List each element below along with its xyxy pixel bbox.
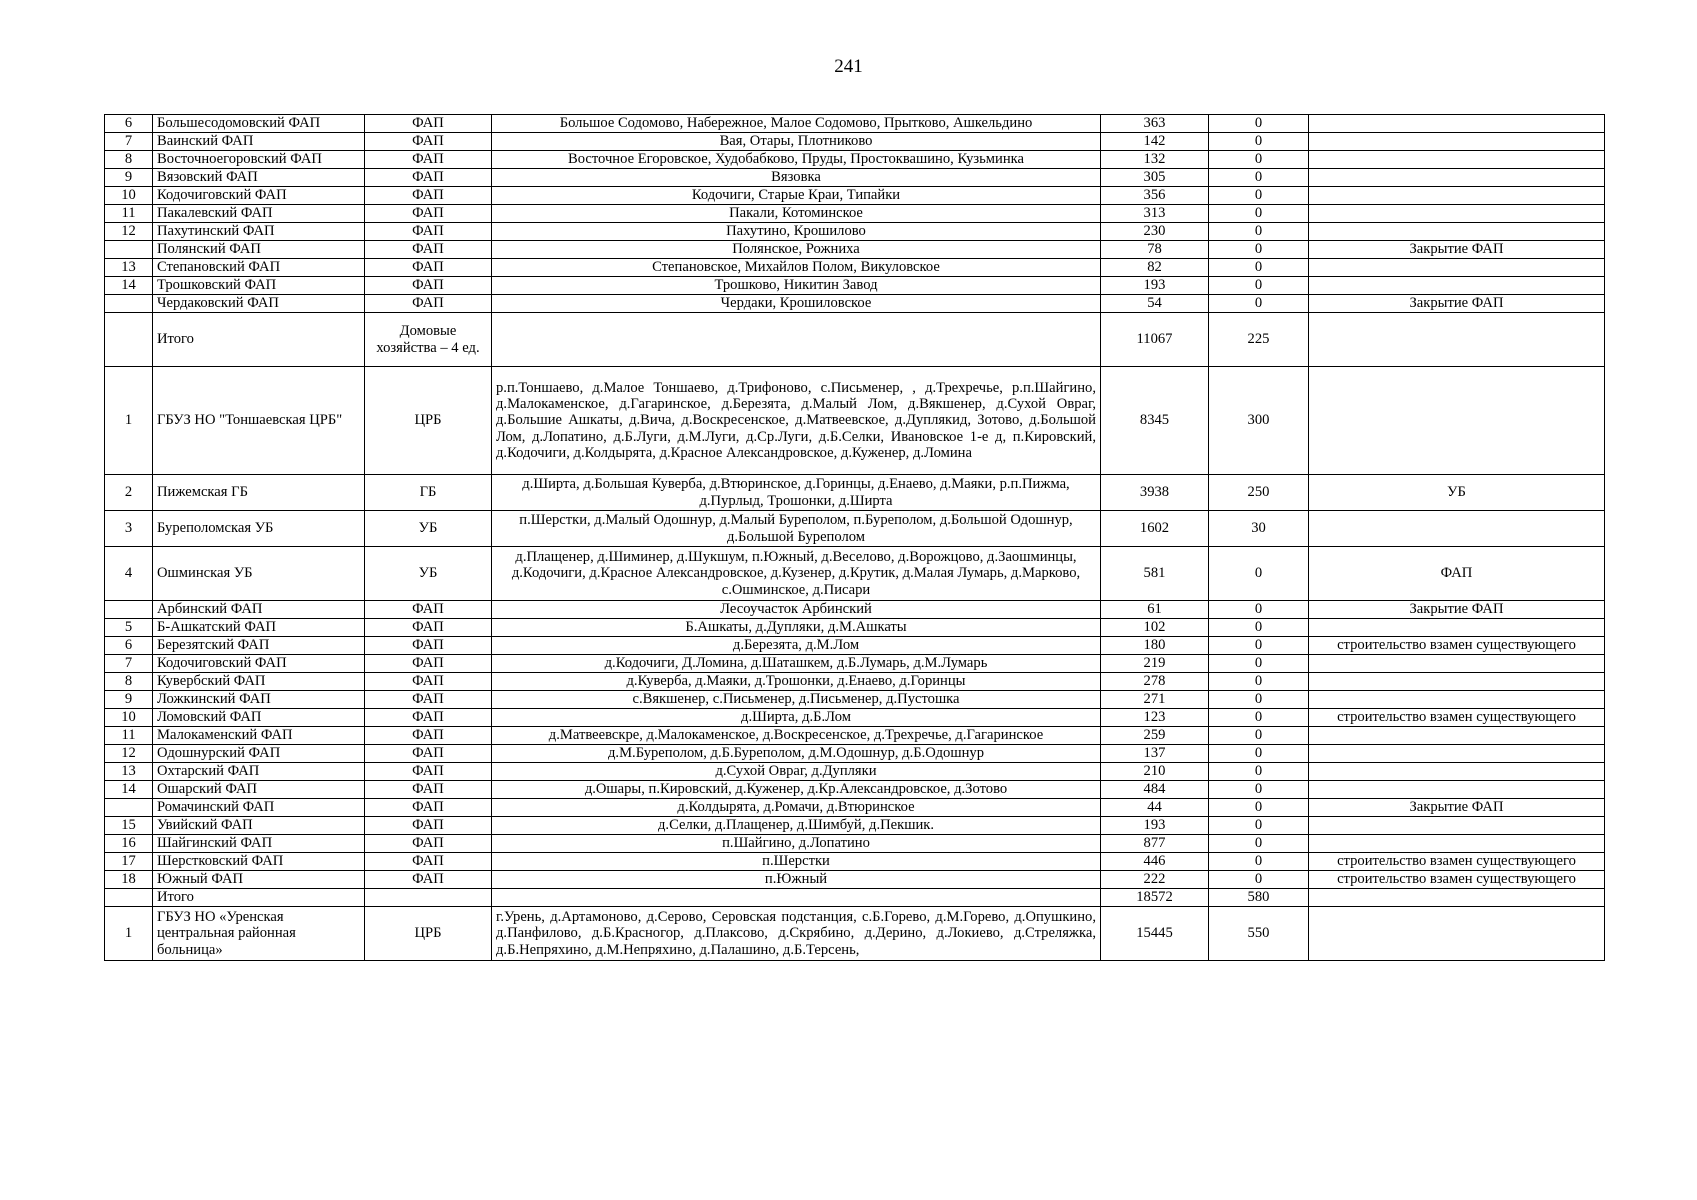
- row-number-cell: 6: [105, 115, 153, 133]
- note-cell: строительство взамен существующего: [1309, 637, 1605, 655]
- population-cell: 137: [1101, 745, 1209, 763]
- facility-type-cell: ФАП: [365, 115, 492, 133]
- table-row: [105, 619, 1605, 637]
- facility-name-cell: Ошарский ФАП: [153, 781, 365, 799]
- row-number-cell: 13: [105, 259, 153, 277]
- served-villages-cell: Чердаки, Крошиловское: [492, 295, 1101, 313]
- table-row: [105, 655, 1605, 673]
- facility-name-cell: Пахутинский ФАП: [153, 223, 365, 241]
- facility-type-cell: ФАП: [365, 691, 492, 709]
- facility-type-cell: Домовые хозяйства – 4 ед.: [365, 313, 492, 367]
- facility-type-cell: ФАП: [365, 853, 492, 871]
- row-number-cell: 4: [105, 547, 153, 601]
- table-row: [105, 187, 1605, 205]
- population-cell: 54: [1101, 295, 1209, 313]
- facility-name-cell: ГБУЗ НО «Уренская центральная районная больница»: [153, 907, 365, 961]
- beds-cell: 0: [1209, 745, 1309, 763]
- row-number-cell: 8: [105, 151, 153, 169]
- population-cell: 61: [1101, 601, 1209, 619]
- note-cell: [1309, 889, 1605, 907]
- population-cell: 356: [1101, 187, 1209, 205]
- facility-type-cell: ФАП: [365, 817, 492, 835]
- row-number-cell: 1: [105, 367, 153, 475]
- table-row: [105, 367, 1605, 475]
- beds-cell: 0: [1209, 619, 1309, 637]
- beds-cell: 0: [1209, 205, 1309, 223]
- facility-name-cell: Полянский ФАП: [153, 241, 365, 259]
- note-cell: [1309, 907, 1605, 961]
- table-row: [105, 151, 1605, 169]
- beds-cell: 0: [1209, 691, 1309, 709]
- table-row: [105, 169, 1605, 187]
- row-number-cell: 5: [105, 619, 153, 637]
- note-cell: [1309, 673, 1605, 691]
- population-cell: 305: [1101, 169, 1209, 187]
- beds-cell: 0: [1209, 835, 1309, 853]
- population-cell: 102: [1101, 619, 1209, 637]
- row-number-cell: [105, 295, 153, 313]
- population-cell: 142: [1101, 133, 1209, 151]
- facility-name-cell: Большесодомовский ФАП: [153, 115, 365, 133]
- row-number-cell: 17: [105, 853, 153, 871]
- beds-cell: 0: [1209, 601, 1309, 619]
- served-villages-cell: д.Колдырята, д.Ромачи, д.Втюринское: [492, 799, 1101, 817]
- facility-name-cell: Ложкинский ФАП: [153, 691, 365, 709]
- facility-type-cell: ФАП: [365, 727, 492, 745]
- facility-name-cell: Ваинский ФАП: [153, 133, 365, 151]
- beds-cell: 0: [1209, 133, 1309, 151]
- facility-type-cell: ФАП: [365, 781, 492, 799]
- population-cell: 78: [1101, 241, 1209, 259]
- note-cell: [1309, 223, 1605, 241]
- beds-cell: 30: [1209, 511, 1309, 547]
- note-cell: [1309, 835, 1605, 853]
- population-cell: 123: [1101, 709, 1209, 727]
- facility-name-cell: Увийский ФАП: [153, 817, 365, 835]
- served-villages-cell: Вязовка: [492, 169, 1101, 187]
- note-cell: Закрытие ФАП: [1309, 601, 1605, 619]
- served-villages-cell: г.Урень, д.Артамоново, д.Серово, Серовская подстанция, с.Б.Горево, д.М.Горево, д.Опушкино, д.Панфилово, д.Б.Красногор, д.Плаксово, д.Скрябино, д.Дерино, д.Локиево, д.Стреляжка, д.Б.Непряхино, д.М.Непряхино, д.Палашино, д.Б.Терсень,: [492, 907, 1101, 961]
- served-villages-cell: Восточное Егоровское, Худобабково, Пруды, Простоквашино, Кузьминка: [492, 151, 1101, 169]
- table-row: [105, 637, 1605, 655]
- facility-type-cell: ФАП: [365, 871, 492, 889]
- facility-type-cell: ФАП: [365, 277, 492, 295]
- table-row: [105, 313, 1605, 367]
- row-number-cell: 14: [105, 277, 153, 295]
- note-cell: строительство взамен существующего: [1309, 709, 1605, 727]
- table-row: [105, 259, 1605, 277]
- facility-name-cell: Одошнурский ФАП: [153, 745, 365, 763]
- facility-name-cell: Кувербский ФАП: [153, 673, 365, 691]
- row-number-cell: 9: [105, 169, 153, 187]
- facility-name-cell: Малокаменский ФАП: [153, 727, 365, 745]
- row-number-cell: 10: [105, 187, 153, 205]
- population-cell: 278: [1101, 673, 1209, 691]
- population-cell: 230: [1101, 223, 1209, 241]
- table-row: [105, 295, 1605, 313]
- row-number-cell: [105, 313, 153, 367]
- facility-type-cell: ФАП: [365, 709, 492, 727]
- beds-cell: 0: [1209, 781, 1309, 799]
- row-number-cell: 18: [105, 871, 153, 889]
- beds-cell: 0: [1209, 241, 1309, 259]
- served-villages-cell: д.Плащенер, д.Шиминер, д.Шукшум, п.Южный, д.Веселово, д.Ворожцово, д.Заошминцы, д.Кодочиги, д.Красное Александровское, д.Кузенер, д.Крутик, д.Малая Лумарь, д.Марково, с.Ошминское, д.Писари: [492, 547, 1101, 601]
- facility-name-cell: Кодочиговский ФАП: [153, 187, 365, 205]
- facility-type-cell: ФАП: [365, 799, 492, 817]
- facility-name-cell: Восточноегоровский ФАП: [153, 151, 365, 169]
- facility-name-cell: Пакалевский ФАП: [153, 205, 365, 223]
- beds-cell: 0: [1209, 169, 1309, 187]
- population-cell: 271: [1101, 691, 1209, 709]
- row-number-cell: 13: [105, 763, 153, 781]
- table-row: [105, 745, 1605, 763]
- served-villages-cell: д.Березята, д.М.Лом: [492, 637, 1101, 655]
- population-cell: 82: [1101, 259, 1209, 277]
- population-cell: 581: [1101, 547, 1209, 601]
- facility-name-cell: Охтарский ФАП: [153, 763, 365, 781]
- facility-name-cell: Чердаковский ФАП: [153, 295, 365, 313]
- table-row: [105, 799, 1605, 817]
- served-villages-cell: д.Сухой Овраг, д.Дупляки: [492, 763, 1101, 781]
- population-cell: 222: [1101, 871, 1209, 889]
- table-row: [105, 889, 1605, 907]
- table-row: [105, 133, 1605, 151]
- row-number-cell: 15: [105, 817, 153, 835]
- facility-type-cell: ФАП: [365, 133, 492, 151]
- beds-cell: 0: [1209, 655, 1309, 673]
- row-number-cell: 10: [105, 709, 153, 727]
- population-cell: 877: [1101, 835, 1209, 853]
- population-cell: 363: [1101, 115, 1209, 133]
- served-villages-cell: п.Шайгино, д.Лопатино: [492, 835, 1101, 853]
- facility-type-cell: ФАП: [365, 673, 492, 691]
- note-cell: Закрытие ФАП: [1309, 799, 1605, 817]
- note-cell: строительство взамен существующего: [1309, 871, 1605, 889]
- page-number: 241: [834, 56, 863, 77]
- facility-name-cell: ГБУЗ НО "Тоншаевская ЦРБ": [153, 367, 365, 475]
- population-cell: 18572: [1101, 889, 1209, 907]
- beds-cell: 0: [1209, 763, 1309, 781]
- beds-cell: 0: [1209, 223, 1309, 241]
- beds-cell: 0: [1209, 637, 1309, 655]
- served-villages-cell: д.Ширта, д.Большая Куверба, д.Втюринское, д.Горинцы, д.Енаево, д.Маяки, р.п.Пижма, д.Пурлыд, Трошонки, д.Ширта: [492, 475, 1101, 511]
- row-number-cell: [105, 889, 153, 907]
- facility-type-cell: ФАП: [365, 637, 492, 655]
- beds-cell: 0: [1209, 151, 1309, 169]
- row-number-cell: [105, 241, 153, 259]
- facility-type-cell: ФАП: [365, 259, 492, 277]
- served-villages-cell: д.М.Буреполом, д.Б.Буреполом, д.М.Одошнур, д.Б.Одошнур: [492, 745, 1101, 763]
- facility-type-cell: ФАП: [365, 763, 492, 781]
- facility-name-cell: Трошковский ФАП: [153, 277, 365, 295]
- facility-type-cell: ЦРБ: [365, 367, 492, 475]
- served-villages-cell: Большое Содомово, Набережное, Малое Содомово, Прытково, Ашкельдино: [492, 115, 1101, 133]
- served-villages-cell: Лесоучасток Арбинский: [492, 601, 1101, 619]
- served-villages-cell: д.Ошары, п.Кировский, д.Куженер, д.Кр.Александровское, д.Зотово: [492, 781, 1101, 799]
- facility-name-cell: Шерстковский ФАП: [153, 853, 365, 871]
- facility-name-cell: Южный ФАП: [153, 871, 365, 889]
- facility-name-cell: Кодочиговский ФАП: [153, 655, 365, 673]
- population-cell: 484: [1101, 781, 1209, 799]
- beds-cell: 0: [1209, 799, 1309, 817]
- table-row: [105, 871, 1605, 889]
- served-villages-cell: [492, 313, 1101, 367]
- population-cell: 210: [1101, 763, 1209, 781]
- served-villages-cell: Пакали, Котоминское: [492, 205, 1101, 223]
- beds-cell: 580: [1209, 889, 1309, 907]
- facility-type-cell: ФАП: [365, 655, 492, 673]
- row-number-cell: [105, 799, 153, 817]
- note-cell: [1309, 817, 1605, 835]
- served-villages-cell: д.Матвеевскре, д.Малокаменское, д.Воскресенское, д.Трехречье, д.Гагаринское: [492, 727, 1101, 745]
- beds-cell: 0: [1209, 871, 1309, 889]
- served-villages-cell: Кодочиги, Старые Краи, Типайки: [492, 187, 1101, 205]
- facility-type-cell: ФАП: [365, 169, 492, 187]
- facilities-table: [104, 114, 1605, 961]
- population-cell: 219: [1101, 655, 1209, 673]
- served-villages-cell: д.Кодочиги, Д.Ломина, д.Шаташкем, д.Б.Лумарь, д.М.Лумарь: [492, 655, 1101, 673]
- table-row: [105, 709, 1605, 727]
- row-number-cell: 11: [105, 205, 153, 223]
- served-villages-cell: Трошково, Никитин Завод: [492, 277, 1101, 295]
- facility-name-cell: Вязовский ФАП: [153, 169, 365, 187]
- note-cell: [1309, 205, 1605, 223]
- facility-name-cell: Ошминская УБ: [153, 547, 365, 601]
- table-row: [105, 727, 1605, 745]
- served-villages-cell: Пахутино, Крошилово: [492, 223, 1101, 241]
- note-cell: [1309, 511, 1605, 547]
- row-number-cell: 16: [105, 835, 153, 853]
- table-row: [105, 673, 1605, 691]
- row-number-cell: 1: [105, 907, 153, 961]
- facility-type-cell: ФАП: [365, 151, 492, 169]
- row-number-cell: 11: [105, 727, 153, 745]
- served-villages-cell: п.Шерстки, д.Малый Одошнур, д.Малый Буреполом, п.Буреполом, д.Большой Одошнур, д.Большой Буреполом: [492, 511, 1101, 547]
- facility-type-cell: ФАП: [365, 205, 492, 223]
- table-row: [105, 907, 1605, 961]
- served-villages-cell: р.п.Тоншаево, д.Малое Тоншаево, д.Трифоново, с.Письменер, , д.Трехречье, р.п.Шайгино, д.Малокаменское, д.Гагаринское, д.Березята, д.Малый Лом, д.Вякшенер, д.Сухой Овраг, д.Большие Ашкаты, д.Вича, д.Воскресенское, д.Матвеевское, д.Дуплякид, Зотово, д.Большой Лом, д.Лопатино, д.Б.Луги, д.М.Луги, д.Ср.Луги, д.Б.Селки, Ивановское 1-е д, п.Кировский, д.Кодочиги, д.Колдырята, д.Красное Александровское, д.Куженер, д.Ломина: [492, 367, 1101, 475]
- population-cell: 3938: [1101, 475, 1209, 511]
- table-row: [105, 511, 1605, 547]
- facility-name-cell: Итого: [153, 313, 365, 367]
- population-cell: 1602: [1101, 511, 1209, 547]
- table-row: [105, 835, 1605, 853]
- facility-type-cell: ФАП: [365, 187, 492, 205]
- beds-cell: 0: [1209, 277, 1309, 295]
- served-villages-cell: д.Куверба, д.Маяки, д.Трошонки, д.Енаево, д.Горинцы: [492, 673, 1101, 691]
- facility-name-cell: Итого: [153, 889, 365, 907]
- population-cell: 132: [1101, 151, 1209, 169]
- facility-type-cell: УБ: [365, 511, 492, 547]
- note-cell: [1309, 619, 1605, 637]
- note-cell: [1309, 133, 1605, 151]
- beds-cell: 0: [1209, 673, 1309, 691]
- beds-cell: 250: [1209, 475, 1309, 511]
- population-cell: 193: [1101, 277, 1209, 295]
- note-cell: [1309, 169, 1605, 187]
- population-cell: 44: [1101, 799, 1209, 817]
- population-cell: 11067: [1101, 313, 1209, 367]
- facility-type-cell: УБ: [365, 547, 492, 601]
- table-row: [105, 763, 1605, 781]
- population-cell: 180: [1101, 637, 1209, 655]
- row-number-cell: 9: [105, 691, 153, 709]
- note-cell: [1309, 367, 1605, 475]
- beds-cell: 0: [1209, 115, 1309, 133]
- served-villages-cell: с.Вякшенер, с.Письменер, д.Письменер, д.Пустошка: [492, 691, 1101, 709]
- note-cell: [1309, 277, 1605, 295]
- row-number-cell: 6: [105, 637, 153, 655]
- beds-cell: 0: [1209, 187, 1309, 205]
- table-row: [105, 277, 1605, 295]
- table-row: [105, 781, 1605, 799]
- served-villages-cell: п.Шерстки: [492, 853, 1101, 871]
- served-villages-cell: Б.Ашкаты, д.Дупляки, д.М.Ашкаты: [492, 619, 1101, 637]
- population-cell: 313: [1101, 205, 1209, 223]
- table-row: [105, 601, 1605, 619]
- facility-type-cell: ФАП: [365, 835, 492, 853]
- note-cell: [1309, 259, 1605, 277]
- note-cell: УБ: [1309, 475, 1605, 511]
- row-number-cell: 14: [105, 781, 153, 799]
- note-cell: [1309, 781, 1605, 799]
- population-cell: 259: [1101, 727, 1209, 745]
- served-villages-cell: Степановское, Михайлов Полом, Викуловское: [492, 259, 1101, 277]
- population-cell: 446: [1101, 853, 1209, 871]
- row-number-cell: 7: [105, 133, 153, 151]
- beds-cell: 550: [1209, 907, 1309, 961]
- facility-type-cell: ГБ: [365, 475, 492, 511]
- table-row: [105, 205, 1605, 223]
- facility-type-cell: ФАП: [365, 295, 492, 313]
- facility-name-cell: Б-Ашкатский ФАП: [153, 619, 365, 637]
- note-cell: [1309, 115, 1605, 133]
- facility-name-cell: Ломовский ФАП: [153, 709, 365, 727]
- note-cell: [1309, 313, 1605, 367]
- served-villages-cell: д.Ширта, д.Б.Лом: [492, 709, 1101, 727]
- note-cell: ФАП: [1309, 547, 1605, 601]
- facility-type-cell: ФАП: [365, 601, 492, 619]
- facility-name-cell: Буреполомская УБ: [153, 511, 365, 547]
- beds-cell: 0: [1209, 259, 1309, 277]
- facility-name-cell: Арбинский ФАП: [153, 601, 365, 619]
- population-cell: 8345: [1101, 367, 1209, 475]
- note-cell: Закрытие ФАП: [1309, 241, 1605, 259]
- table-row: [105, 547, 1605, 601]
- table-row: [105, 241, 1605, 259]
- served-villages-cell: [492, 889, 1101, 907]
- note-cell: Закрытие ФАП: [1309, 295, 1605, 313]
- beds-cell: 0: [1209, 817, 1309, 835]
- beds-cell: 0: [1209, 547, 1309, 601]
- row-number-cell: [105, 601, 153, 619]
- beds-cell: 300: [1209, 367, 1309, 475]
- table-row: [105, 853, 1605, 871]
- facility-type-cell: [365, 889, 492, 907]
- facility-name-cell: Шайгинский ФАП: [153, 835, 365, 853]
- table-row: [105, 817, 1605, 835]
- note-cell: [1309, 727, 1605, 745]
- population-cell: 193: [1101, 817, 1209, 835]
- note-cell: строительство взамен существующего: [1309, 853, 1605, 871]
- facility-name-cell: Пижемская ГБ: [153, 475, 365, 511]
- population-cell: 15445: [1101, 907, 1209, 961]
- beds-cell: 225: [1209, 313, 1309, 367]
- table-row: [105, 223, 1605, 241]
- note-cell: [1309, 763, 1605, 781]
- facility-name-cell: Степановский ФАП: [153, 259, 365, 277]
- beds-cell: 0: [1209, 709, 1309, 727]
- note-cell: [1309, 655, 1605, 673]
- facility-type-cell: ЦРБ: [365, 907, 492, 961]
- facility-name-cell: Березятский ФАП: [153, 637, 365, 655]
- facility-type-cell: ФАП: [365, 745, 492, 763]
- note-cell: [1309, 187, 1605, 205]
- beds-cell: 0: [1209, 853, 1309, 871]
- note-cell: [1309, 691, 1605, 709]
- row-number-cell: 8: [105, 673, 153, 691]
- facility-type-cell: ФАП: [365, 223, 492, 241]
- facility-type-cell: ФАП: [365, 619, 492, 637]
- served-villages-cell: Полянское, Рожниха: [492, 241, 1101, 259]
- beds-cell: 0: [1209, 295, 1309, 313]
- row-number-cell: 7: [105, 655, 153, 673]
- note-cell: [1309, 745, 1605, 763]
- row-number-cell: 3: [105, 511, 153, 547]
- row-number-cell: 12: [105, 223, 153, 241]
- facility-type-cell: ФАП: [365, 241, 492, 259]
- table-row: [105, 691, 1605, 709]
- facility-name-cell: Ромачинский ФАП: [153, 799, 365, 817]
- served-villages-cell: д.Селки, д.Плащенер, д.Шимбуй, д.Пекшик.: [492, 817, 1101, 835]
- table-row: [105, 475, 1605, 511]
- served-villages-cell: Вая, Отары, Плотниково: [492, 133, 1101, 151]
- table-row: [105, 115, 1605, 133]
- note-cell: [1309, 151, 1605, 169]
- served-villages-cell: п.Южный: [492, 871, 1101, 889]
- beds-cell: 0: [1209, 727, 1309, 745]
- row-number-cell: 12: [105, 745, 153, 763]
- row-number-cell: 2: [105, 475, 153, 511]
